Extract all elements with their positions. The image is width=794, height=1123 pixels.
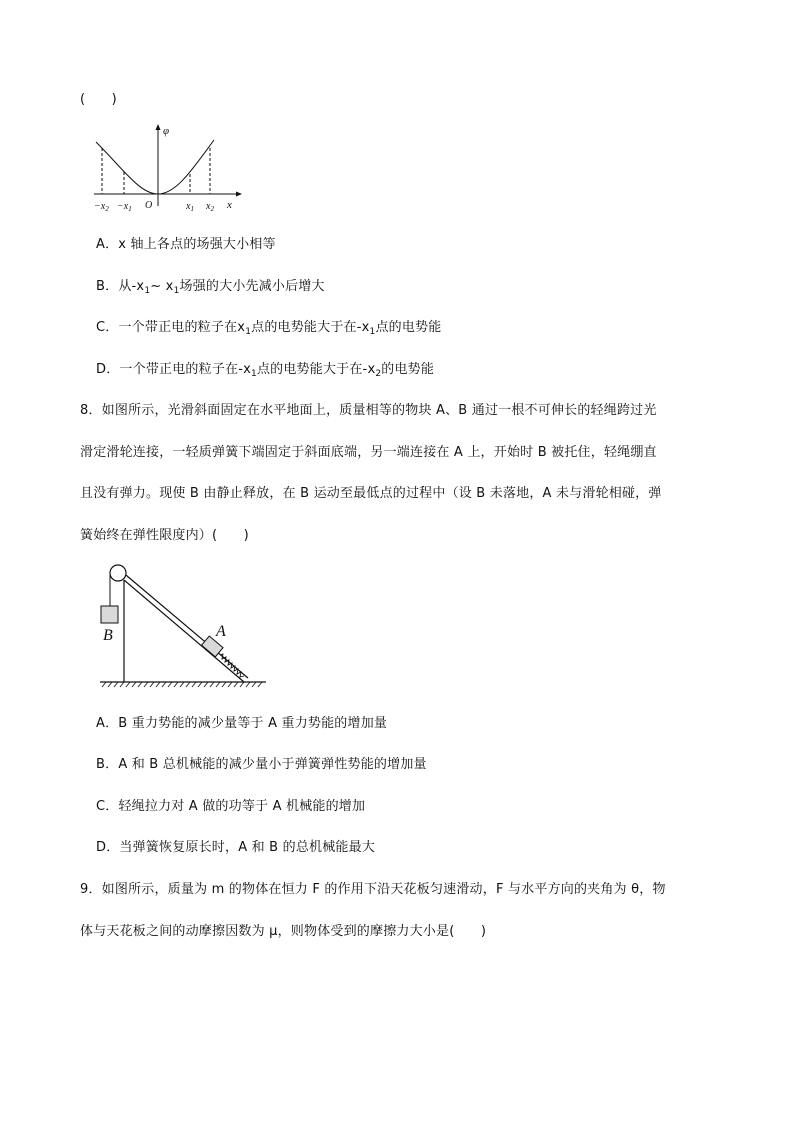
q8-option-a: A．B 重力势能的减少量等于 A 重力势能的增加量 — [96, 716, 388, 731]
q9-stem-line-2: 体与天花板之间的动摩擦因数为 μ，则物体受到的摩擦力大小是( ) — [80, 924, 487, 939]
label-a: A — [216, 623, 226, 640]
q9-stem-line-1: 9．如图所示，质量为 m 的物体在恒力 F 的作用下沿天花板匀速滑动，F 与水平方向的夹角为 θ，物 — [80, 882, 666, 897]
y-axis-arrow — [156, 124, 161, 130]
q7-option-d: D．一个带正电的粒子在$-x_1$点的电势能大于在$-x_2$的电势能 — [96, 362, 435, 379]
tick-origin: O — [145, 200, 153, 211]
q8-stem-line-2: 滑定滑轮连接，一轻质弹簧下端固定于斜面底端，另一端连接在 A 上，开始时 B 被托住，轻绳绷直 — [80, 445, 657, 460]
q7-option-c: C．一个带正电的粒子在$x_1$点的电势能大于在$-x_1$点的电势能 — [96, 320, 442, 337]
q8-stem-line-1: 8．如图所示，光滑斜面固定在水平地面上，质量相等的物块 A、B 通过一根不可伸长的轻绳跨过光 — [80, 403, 657, 418]
x-axis-label: x — [227, 199, 232, 211]
tick-x1: $x_1$ — [186, 201, 194, 213]
tick-neg-x1: $-x_1$ — [117, 201, 132, 213]
q8-option-d: D．当弹簧恢复原长时，A 和 B 的总机械能最大 — [96, 840, 376, 855]
pulley — [110, 565, 126, 581]
q7-answer-blank: ( ) — [80, 92, 117, 107]
tick-neg-x2: $-x_2$ — [94, 201, 109, 213]
q8-option-c: C．轻绳拉力对 A 做的功等于 A 机械能的增加 — [96, 799, 366, 814]
potential-curve — [96, 140, 214, 194]
block-b — [101, 606, 118, 623]
incline-bottom-edge — [124, 580, 244, 682]
q8-stem-line-4: 簧始终在弹性限度内）( ) — [80, 528, 249, 543]
x-axis-arrow — [236, 192, 242, 197]
tick-x2: $x_2$ — [206, 201, 214, 213]
q7-option-b: B．从$-x_1\sim$ $x_1$场强的大小先减小后增大 — [96, 279, 325, 296]
q8-option-b: B．A 和 B 总机械能的减少量小于弹簧弹性势能的增加量 — [96, 757, 427, 772]
q7-option-a: A．x 轴上各点的场强大小相等 — [96, 237, 276, 252]
q8-stem-line-3: 且没有弹力。现使 B 由静止释放，在 B 运动至最低点的过程中（设 B 未落地，A 未与滑轮相碰，弹 — [80, 486, 662, 501]
q8-incline-figure — [96, 558, 276, 688]
label-b: B — [103, 627, 113, 644]
phi-label: φ — [163, 125, 170, 137]
q7-potential-graph — [90, 122, 250, 212]
ground-hatching — [102, 682, 262, 687]
